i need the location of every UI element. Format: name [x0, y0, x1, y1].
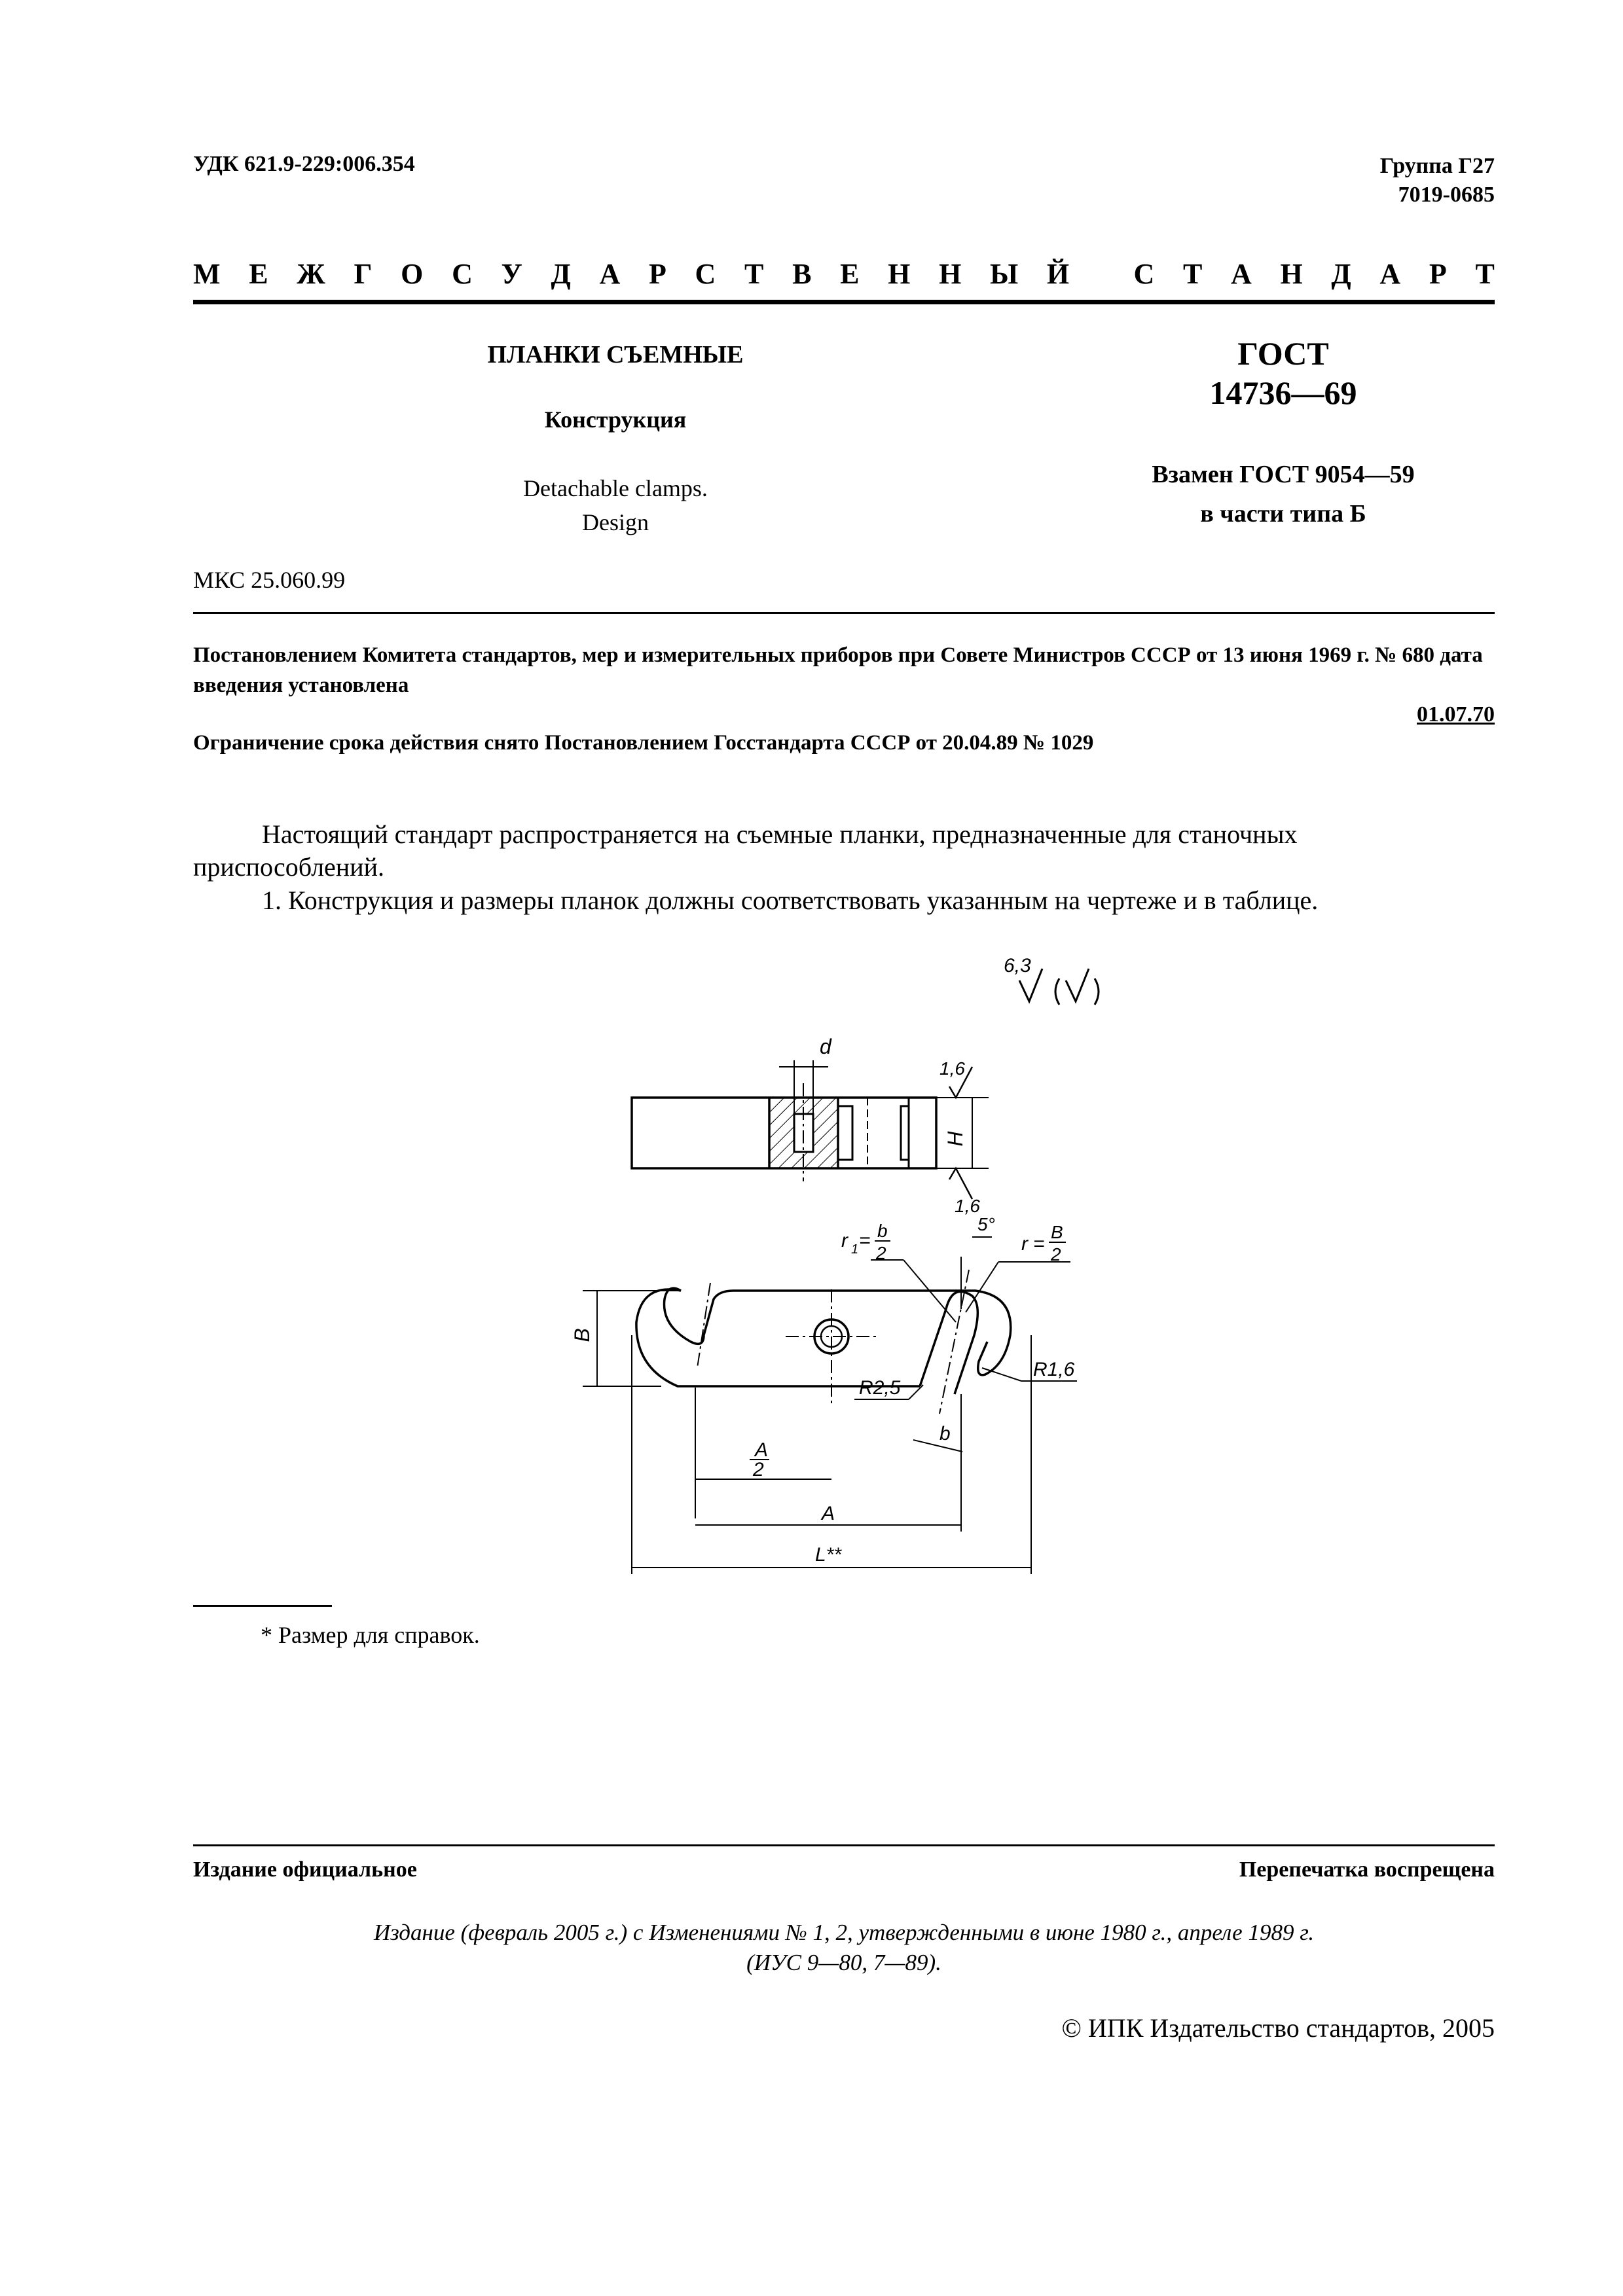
interstate-letter: В: [792, 258, 812, 290]
english-title-line-1: Detachable clamps.: [523, 475, 708, 501]
interstate-letter: Д: [1331, 258, 1351, 290]
dim-A-half-numerator: A: [755, 1439, 769, 1461]
interstate-letter: Е: [840, 258, 860, 290]
footnote: * Размер для справок.: [261, 1622, 480, 1648]
interstate-letter: А: [1379, 258, 1401, 290]
clause-1-paragraph: 1. Конструкция и размеры планок должны соответствовать указанным на чертеже и в таблице.: [262, 886, 1319, 915]
interstate-letter: Р: [648, 258, 666, 290]
udk-code: УДК 621.9-229:006.354: [193, 152, 415, 176]
interstate-letter: Т: [1182, 258, 1203, 290]
document-subtitle: Конструкция: [544, 406, 687, 433]
footer-rule: [193, 1844, 1495, 1846]
interstate-standard-heading: [193, 257, 1495, 291]
r1-label: [841, 1221, 956, 1322]
group-code: [1380, 152, 1495, 209]
r1-subscript: 1: [851, 1242, 859, 1257]
angle-label: 5°: [977, 1214, 995, 1234]
interstate-letter: Е: [249, 258, 268, 290]
svg-text:=: =: [1033, 1233, 1045, 1255]
gost-line-2: 14736—69: [1209, 374, 1357, 411]
interstate-letter: Н: [1280, 258, 1303, 290]
interstate-letter: Т: [744, 258, 764, 290]
document-title: ПЛАНКИ СЪЕМНЫЕ: [487, 341, 744, 368]
roughness-top-label: 1,6: [939, 1058, 965, 1079]
edition-line-2: (ИУС 9—80, 7—89).: [746, 1950, 941, 1975]
interstate-letter: С: [452, 258, 473, 290]
interstate-letter: Д: [551, 258, 571, 290]
gost-number: [1126, 334, 1440, 412]
dim-B-label: B: [570, 1328, 594, 1342]
effective-date: 01.07.70: [1417, 702, 1495, 726]
interstate-letter: О: [401, 258, 424, 290]
r-numerator: B: [1051, 1222, 1063, 1242]
dim-L-label: L**: [815, 1544, 842, 1566]
mks-code: МКС 25.060.99: [193, 567, 346, 593]
gost-line-1: ГОСТ: [1237, 335, 1329, 372]
plan-view: [570, 1214, 1077, 1574]
svg-text:=: =: [859, 1230, 871, 1251]
replaces-note: [1074, 455, 1493, 533]
interstate-letter: С: [1133, 258, 1155, 290]
scope-paragraph: Настоящий стандарт распространяется на съемные планки, предназначенные для станочных приспособлений.: [193, 819, 1298, 882]
r1-letter: r: [841, 1230, 848, 1251]
edition-info: [193, 1918, 1495, 1978]
english-title: [419, 471, 812, 539]
footnote-rule: [193, 1605, 332, 1607]
roughness-value: 6,3: [1004, 955, 1031, 977]
interstate-letter: С: [695, 258, 716, 290]
interstate-letter: Н: [939, 258, 962, 290]
r1-numerator: b: [877, 1221, 888, 1241]
clamp-technical-drawing: [563, 942, 1126, 1597]
dim-d-label: d: [820, 1035, 831, 1058]
side-section-view: [632, 1035, 989, 1216]
interstate-letter: А: [599, 258, 621, 290]
group-line-1: Группа Г27: [1379, 154, 1495, 178]
roughness-symbol: [1004, 955, 1099, 1005]
english-title-line-2: Design: [582, 509, 649, 535]
top-thick-rule: [193, 300, 1495, 304]
group-line-2: 7019-0685: [1398, 183, 1495, 207]
restriction-note: Ограничение срока действия снято Постановлением Госстандарта СССР от 20.04.89 № 1029: [193, 731, 1094, 755]
edition-line-1: Издание (февраль 2005 г.) с Изменениями № 1, 2, утвержденными в июне 1980 г., апреле 1989 г.: [373, 1920, 1315, 1945]
interstate-letter: Н: [888, 258, 911, 290]
interstate-letter: М: [193, 258, 221, 290]
r-letter: r: [1021, 1233, 1028, 1255]
interstate-letter: Й: [1046, 258, 1070, 290]
replaces-line-2: в части типа Б: [1200, 500, 1366, 528]
interstate-letter: Г: [354, 258, 373, 290]
r-denominator: 2: [1051, 1244, 1061, 1265]
copyright: © ИПК Издательство стандартов, 2005: [1061, 2013, 1495, 2043]
reprint-prohibited-note: Перепечатка воспрещена: [1239, 1857, 1495, 1882]
replaces-line-1: Взамен ГОСТ 9054—59: [1152, 461, 1415, 488]
official-edition-note: Издание официальное: [193, 1857, 417, 1882]
interstate-letter: Ы: [990, 258, 1019, 290]
dim-A-half-denominator: 2: [753, 1459, 764, 1480]
roughness-bottom-label: 1,6: [955, 1196, 980, 1216]
dim-A-label: A: [822, 1503, 835, 1524]
dim-H-label: H: [943, 1131, 967, 1147]
interstate-letter: У: [501, 258, 522, 290]
r-label: [966, 1222, 1070, 1312]
r1-denominator: 2: [876, 1243, 886, 1263]
mid-rule: [193, 612, 1495, 614]
r25-label: R2,5: [859, 1377, 901, 1399]
interstate-letter: Т: [1475, 258, 1495, 290]
interstate-letter: Ж: [297, 258, 325, 290]
decree-text: Постановлением Комитета стандартов, мер и измерительных приборов при Совете Министров СССР от 13 июня 1969 г. № 680 дата введения установлена: [193, 643, 1483, 697]
interstate-letter: А: [1231, 258, 1252, 290]
interstate-letter: Р: [1429, 258, 1447, 290]
dim-b-label: b: [939, 1423, 951, 1444]
interstate-letter: [1098, 257, 1105, 291]
r16-label: R1,6: [1033, 1359, 1075, 1380]
